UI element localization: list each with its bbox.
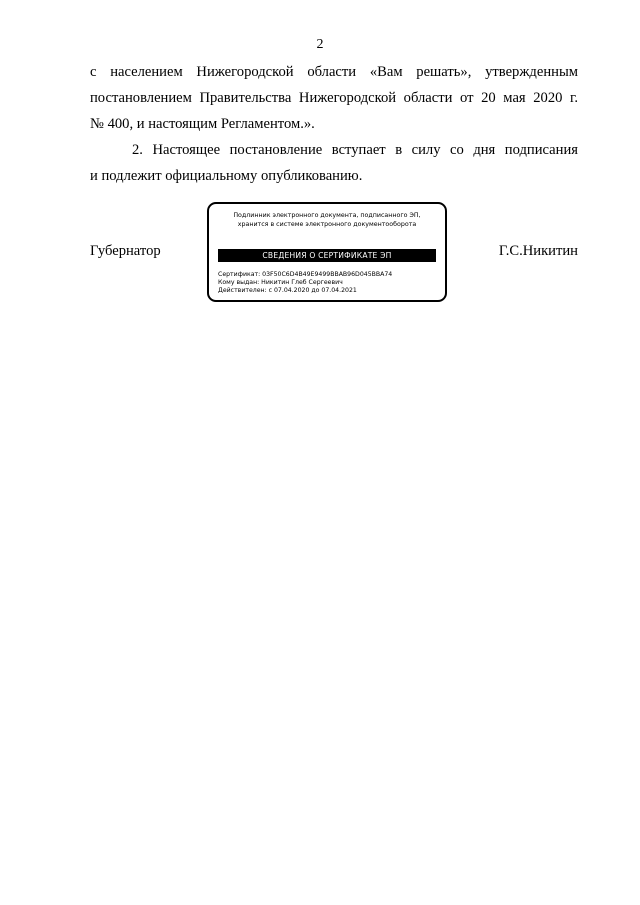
stamp-header-line: Подлинник электронного документа, подписанного ЭП,: [233, 212, 421, 219]
paragraph-line: 2. Настоящее постановление вступает в силу со дня подписания: [132, 142, 578, 158]
stamp-header: [209, 212, 445, 229]
paragraph-line: № 400, и настоящим Регламентом.».: [90, 116, 315, 132]
paragraph-line: и подлежит официальному опубликованию.: [90, 168, 363, 184]
paragraph-continuation: [90, 59, 578, 137]
stamp-certificate: Сертификат: 03F50C6D4B49E9499BBAB96D045BBA74: [218, 271, 393, 278]
stamp-issued-to: Кому выдан: Никитин Глеб Сергеевич: [218, 279, 343, 286]
page-number: 2: [316, 37, 324, 52]
stamp-details: [218, 271, 392, 295]
paragraph-clause-2: [90, 137, 578, 189]
stamp-header-line: хранится в системе электронного документооборота: [237, 220, 417, 228]
paragraph-line: постановлением Правительства Нижегородской области от 20 мая 2020 г.: [90, 90, 578, 106]
stamp-validity: Действителен: с 07.04.2020 до 07.04.2021: [218, 287, 357, 294]
stamp-title-bar: СВЕДЕНИЯ О СЕРТИФИКАТЕ ЭП: [218, 249, 436, 262]
paragraph-line: с населением Нижегородской области «Вам решать», утвержденным: [90, 64, 578, 80]
electronic-signature-stamp: [207, 202, 447, 302]
signatory-name: Г.С.Никитин: [498, 243, 578, 259]
signatory-position: Губернатор: [90, 243, 161, 259]
